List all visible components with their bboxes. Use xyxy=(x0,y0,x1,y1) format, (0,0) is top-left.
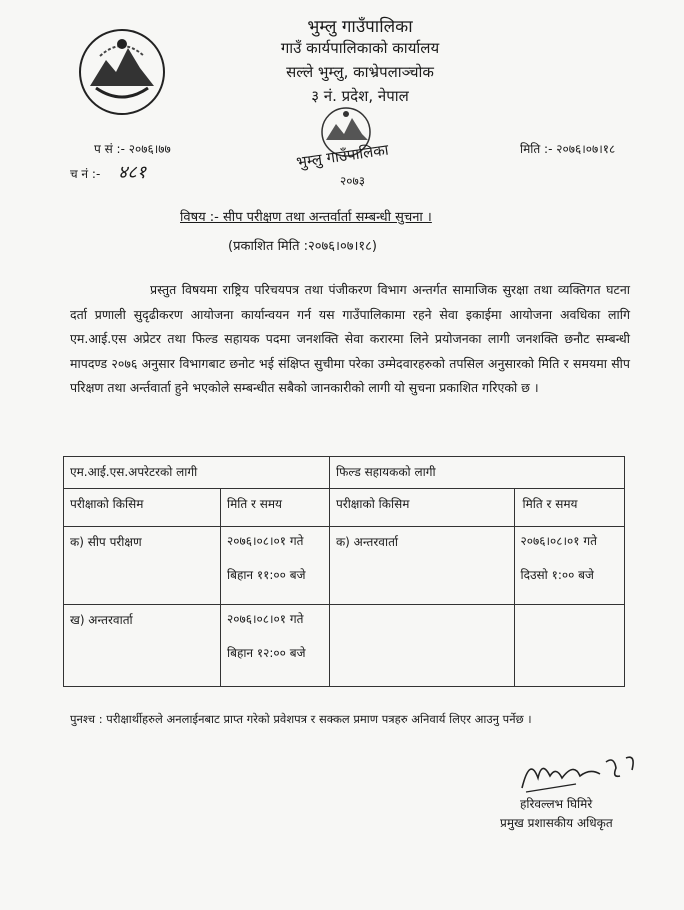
notice-body: प्रस्तुत विषयमा राष्ट्रिय परिचयपत्र तथा पंजीकरण विभाग अन्तर्गत सामाजिक सुरक्षा तथा व्यक्तिगत घटना दर्ता प्रणाली सुदृढीकरण आयोजना कार्यान्वयन गर्न यस गाउँपालिकामा रहने सेवा इकाईमा आयोजना अवधिका लागि एम.आई.एस अप्रेटर तथा फिल्ड सहायक पदमा जनशक्ति सेवा करारमा लिने प्रयोजनका लागी जनशक्ति छनौट सम्बन्धी मापदण्ड २०७६ अनुसार विभागबाट छनोट भई संक्षिप्त सुचीमा परेका उम्मेदवारहरुको तपसिल अनुसारको मिति र समयमा सीप परिक्षण तथा अर्न्तवार्ता हुने भएकोले सम्बन्धीत सबैको जानकारीको लागी यो सुचना प्रकाशित गरिएको छ । xyxy=(70,282,630,395)
header-line-4: ३ नं. प्रदेश, नेपाल xyxy=(311,87,409,105)
reference-ch-value: ४८१ xyxy=(118,162,147,183)
row2-empty-1 xyxy=(329,605,514,687)
document-date: मिति :- २०७६।०७।१८ xyxy=(520,142,616,156)
postscript-note: पुनश्च : परीक्षार्थीहरुले अनलाईनबाट प्राप्त गरेको प्रवेशपत्र र सक्कल प्रमाण पत्रहरु अनिवार्य लिएर आउनु पर्नेछ । xyxy=(70,712,532,726)
col-exam-type-2: परीक्षाको किसिम xyxy=(329,489,514,527)
schedule-table xyxy=(63,456,625,687)
nepal-emblem-logo xyxy=(76,26,168,118)
row1-time-2: दिउसो १:०० बजे xyxy=(520,568,594,582)
header-line-3: सल्ले भुम्लु, काभ्रेपलाञ्चोक xyxy=(286,63,434,81)
signatory-title: प्रमुख प्रशासकीय अधिकृत xyxy=(500,816,613,830)
header-line-2: गाउँ कार्यपालिकाको कार्यालय xyxy=(280,39,440,57)
signatory-name: हरिवल्लभ घिमिरे xyxy=(520,797,593,811)
row1-datetime xyxy=(220,527,329,605)
row2-exam-type: ख) अन्तरवार्ता xyxy=(64,605,221,687)
row2-time: बिहान १२:०० बजे xyxy=(226,646,306,660)
row1-time: बिहान ११:०० बजे xyxy=(226,568,306,582)
row1-date: २०७६।०८।०१ गते xyxy=(226,534,304,548)
col-date-time: मिति र समय xyxy=(220,489,329,527)
published-date: (प्रकाशित मिति :२०७६।०७।१८) xyxy=(228,239,378,254)
table-row xyxy=(64,605,625,687)
col-date-time-2: मिति र समय xyxy=(514,489,625,527)
row2-datetime xyxy=(220,605,329,687)
header-line-1: भुम्लु गाउँपालिका xyxy=(307,17,413,37)
subject-line: विषय :- सीप परीक्षण तथा अन्तर्वार्ता सम्बन्धी सुचना । xyxy=(180,210,432,225)
handwritten-signature xyxy=(516,748,646,798)
table-row xyxy=(64,527,625,605)
row1-datetime-2 xyxy=(514,527,625,605)
reference-ch-label: च नं :- xyxy=(70,167,101,181)
col-exam-type: परीक्षाको किसिम xyxy=(64,489,221,527)
group-header-mis: एम.आई.एस.अपरेटरको लागी xyxy=(64,457,330,489)
row2-empty-2 xyxy=(514,605,625,687)
row2-date: २०७६।०८।०१ गते xyxy=(226,612,304,626)
stamp-year: २०७३ xyxy=(340,174,365,188)
group-header-field: फिल्ड सहायकको लागी xyxy=(329,457,624,489)
stamp-name: भुम्लु गाउँपालिका xyxy=(295,140,390,172)
reference-ps: प सं :- २०७६।७७ xyxy=(94,142,171,156)
row1-exam-type: क) सीप परीक्षण xyxy=(64,527,221,605)
row1-exam-type-2: क) अन्तरवार्ता xyxy=(329,527,514,605)
row1-date-2: २०७६।०८।०१ गते xyxy=(520,534,597,548)
